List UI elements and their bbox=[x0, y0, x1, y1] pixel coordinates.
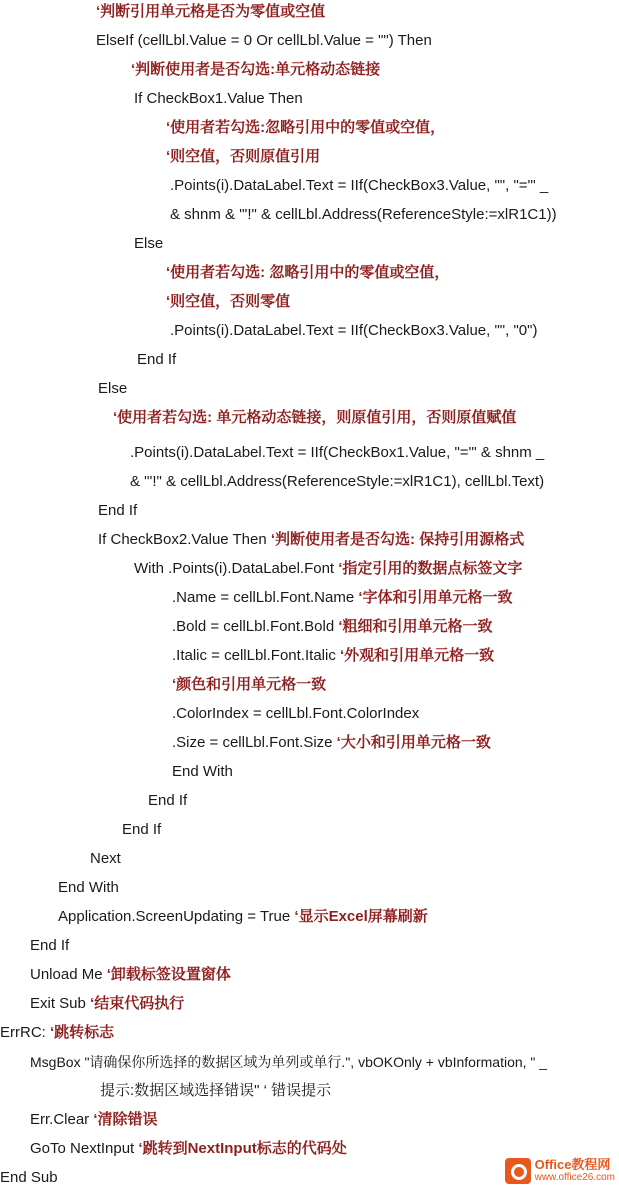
code-line: If CheckBox1.Value Then bbox=[134, 90, 303, 107]
code-line: End If bbox=[98, 502, 138, 519]
code-line: ErrRC: ‘跳转标志 bbox=[0, 1024, 115, 1041]
code-line: End If bbox=[30, 937, 70, 954]
code-line: .Size = cellLbl.Font.Size ‘大小和引用单元格一致 bbox=[172, 734, 491, 751]
code-line: If CheckBox2.Value Then ‘判断使用者是否勾选: 保持引用源格式 bbox=[98, 531, 525, 548]
code-line: ‘使用者若勾选: 单元格动态链接，则原值引用，否则原值赋值 bbox=[113, 409, 517, 426]
office-logo-icon bbox=[505, 1158, 531, 1184]
code-line: ‘使用者若勾选:忽略引用中的零值或空值， bbox=[166, 119, 446, 136]
code-line: ‘判断使用者是否勾选:单元格动态链接 bbox=[131, 61, 381, 78]
code-line: Exit Sub ‘结束代码执行 bbox=[30, 995, 185, 1012]
code-line: .Name = cellLbl.Font.Name ‘字体和引用单元格一致 bbox=[172, 589, 513, 606]
code-line: .Points(i).DataLabel.Text = IIf(CheckBox3.Value, "", "='" _ bbox=[170, 177, 549, 194]
code-line: MsgBox "请确保你所选择的数据区域为单列或单行.", vbOKOnly + vbInformation, " _ bbox=[30, 1054, 548, 1070]
code-line: End If bbox=[137, 351, 177, 368]
code-line: Application.ScreenUpdating = True ‘显示Excel屏幕刷新 bbox=[58, 908, 428, 925]
code-line: ‘使用者若勾选: 忽略引用中的零值或空值， bbox=[166, 264, 450, 281]
code-line: .Points(i).DataLabel.Text = IIf(CheckBox1.Value, "='" & shnm _ bbox=[130, 444, 545, 461]
code-line: ‘颜色和引用单元格一致 bbox=[172, 676, 327, 693]
code-line: ElseIf (cellLbl.Value = 0 Or cellLbl.Value = "") Then bbox=[96, 32, 432, 49]
code-line: With .Points(i).DataLabel.Font ‘指定引用的数据点标签文字 bbox=[134, 560, 523, 577]
code-line: End With bbox=[58, 879, 119, 896]
code-line: End If bbox=[148, 792, 188, 809]
watermark bbox=[505, 1158, 615, 1184]
code-line: 提示:数据区域选择错误" ‘ 错误提示 bbox=[100, 1082, 332, 1099]
code-line: & shnm & "'!" & cellLbl.Address(ReferenceStyle:=xlR1C1)) bbox=[170, 206, 557, 223]
watermark-url: www.office26.com bbox=[534, 1172, 615, 1183]
code-line: Err.Clear ‘清除错误 bbox=[30, 1111, 158, 1128]
code-line: End If bbox=[122, 821, 162, 838]
code-line: GoTo NextInput ‘跳转到NextInput标志的代码处 bbox=[30, 1140, 347, 1157]
code-line: ‘则空值，否则原值引用 bbox=[166, 148, 321, 165]
code-line: & "'!" & cellLbl.Address(ReferenceStyle:=xlR1C1), cellLbl.Text) bbox=[130, 473, 545, 490]
code-line: .ColorIndex = cellLbl.Font.ColorIndex bbox=[172, 705, 420, 722]
code-line: .Italic = cellLbl.Font.Italic ‘外观和引用单元格一致 bbox=[172, 647, 495, 664]
watermark-name: Office教程网 bbox=[534, 1157, 611, 1172]
code-line: .Bold = cellLbl.Font.Bold ‘粗细和引用单元格一致 bbox=[172, 618, 493, 635]
code-line: ‘判断引用单元格是否为零值或空值 bbox=[96, 3, 326, 20]
code-line: Else bbox=[134, 235, 164, 252]
code-line: End Sub bbox=[0, 1169, 58, 1186]
code-line: Else bbox=[98, 380, 128, 397]
code-line: Unload Me ‘卸载标签设置窗体 bbox=[30, 966, 231, 983]
code-line: .Points(i).DataLabel.Text = IIf(CheckBox3.Value, "", "0") bbox=[170, 322, 538, 339]
code-line: End With bbox=[172, 763, 233, 780]
code-line: ‘则空值，否则零值 bbox=[166, 293, 291, 310]
code-line: Next bbox=[90, 850, 121, 867]
